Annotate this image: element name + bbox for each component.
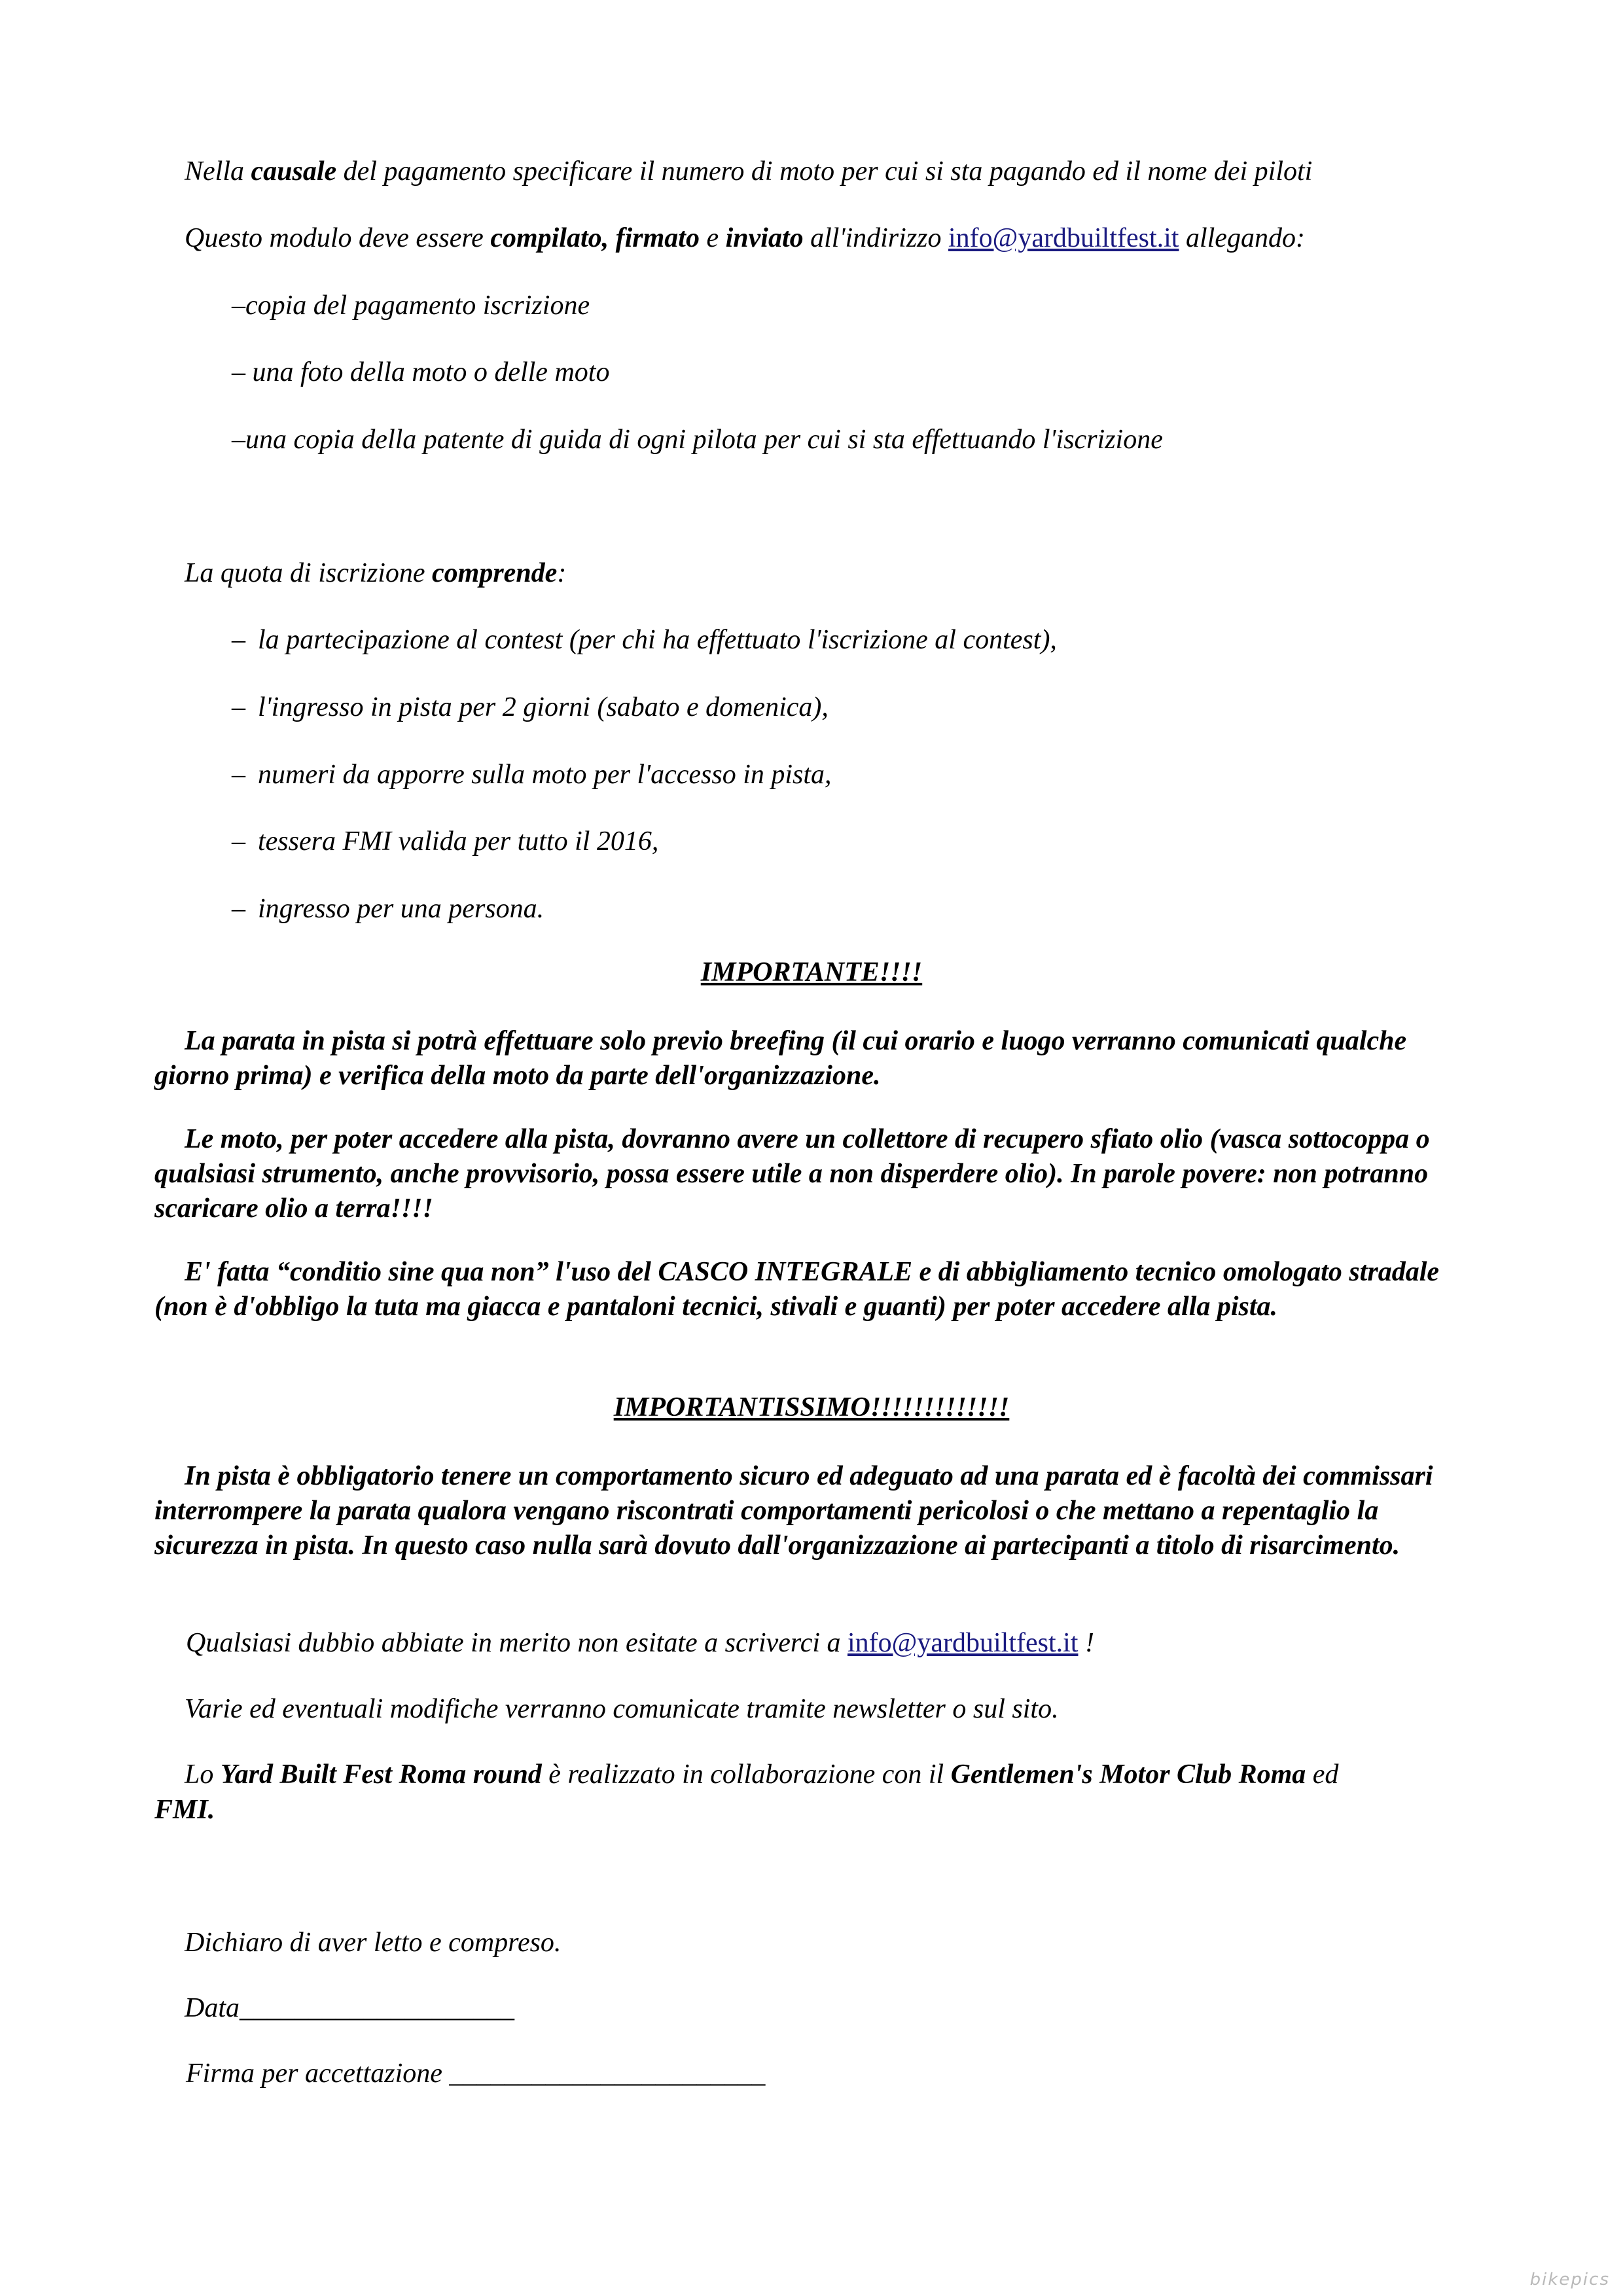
attachment-item: –una copia della patente di guida di ogni pilota per cui si sta effettuando l'iscrizione [232,425,1163,455]
included-item: – tessera FMI valida per tutto il 2016, [232,826,659,857]
signature-blank[interactable]: _______________________ [449,2058,766,2089]
date-field[interactable] [185,1991,514,2025]
watermark: bikepics [1529,2270,1610,2289]
form-instructions-line: Questo modulo deve essere compilato, firmato e inviato all'indirizzo info@yardbuiltfest.it allegando: [185,223,1305,253]
updates-line: Varie ed eventuali modifiche verranno comunicate tramite newsletter o sul sito. [185,1694,1059,1724]
attachment-item: – una foto della moto o delle moto [232,357,610,387]
signature-label: Firma per accettazione [186,2058,450,2089]
payment-reason-line: Nella causale del pagamento specificare il numero di moto per cui si sta pagando ed il nome dei piloti [185,156,1313,186]
date-blank[interactable]: ____________________ [240,1993,514,2023]
important-paragraph-oil: Le moto, per poter accedere alla pista, dovranno avere un collettore di recupero sfiato olio (vasca sottocoppa o qualsiasi strumento, anche provvisorio, possa essere utile a non disperdere olio). In parole povere: non potranno scaricare olio a terra!!!! [154,1124,1430,1224]
important-paragraph-helmet: E' fatta “conditio sine qua non” l'uso del CASCO INTEGRALE e di abbigliamento tecnico omologato stradale (non è d'obbligo la tuta ma giacca e pantaloni tecnici, stivali e guanti) per poter accedere alla pista. [154,1257,1440,1322]
included-item: – ingresso per una persona. [232,894,544,924]
included-item: – la partecipazione al contest (per chi ha effettuato l'iscrizione al contest), [232,625,1057,655]
attachment-item: –copia del pagamento iscrizione [232,291,590,321]
contact-line: Qualsiasi dubbio abbiate in merito non esitate a scriverci a info@yardbuiltfest.it ! [186,1628,1094,1658]
important-heading: IMPORTANTE!!!! [700,957,923,987]
signature-field[interactable] [186,2057,765,2091]
email-link[interactable]: info@yardbuiltfest.it [948,223,1179,253]
safety-paragraph: In pista è obbligatorio tenere un comportamento sicuro ed adeguato ad una parata ed è facoltà dei commissari interrompere la parata qualora vengano riscontrati comportamenti pericolosi o che mettano a repentaglio la sicurezza in pista. In questo caso nulla sarà dovuto dall'organizzazione ai partecipanti a titolo di risarcimento. [154,1461,1433,1561]
contact-email-link[interactable]: info@yardbuiltfest.it [847,1628,1079,1658]
credits-line: Lo Yard Built Fest Roma round è realizzato in collaborazione con il Gentlemen's Motor Club Roma ed [185,1759,1339,1790]
included-item: – l'ingresso in pista per 2 giorni (sabato e domenica), [232,692,829,722]
declaration-statement: Dichiaro di aver letto e compreso. [185,1928,562,1958]
included-item: – numeri da apporre sulla moto per l'accesso in pista, [232,760,832,790]
date-label: Data [185,1993,240,2023]
credits-line-end: FMI. [154,1795,215,1825]
fee-includes-heading: La quota di iscrizione comprende: [185,558,567,588]
very-important-heading: IMPORTANTISSIMO!!!!!!!!!!!!! [613,1392,1010,1422]
important-paragraph-briefing: La parata in pista si potrà effettuare solo previo breefing (il cui orario e luogo verranno comunicati qualche giorno prima) e verifica della moto da parte dell'organizzazione. [154,1026,1407,1091]
